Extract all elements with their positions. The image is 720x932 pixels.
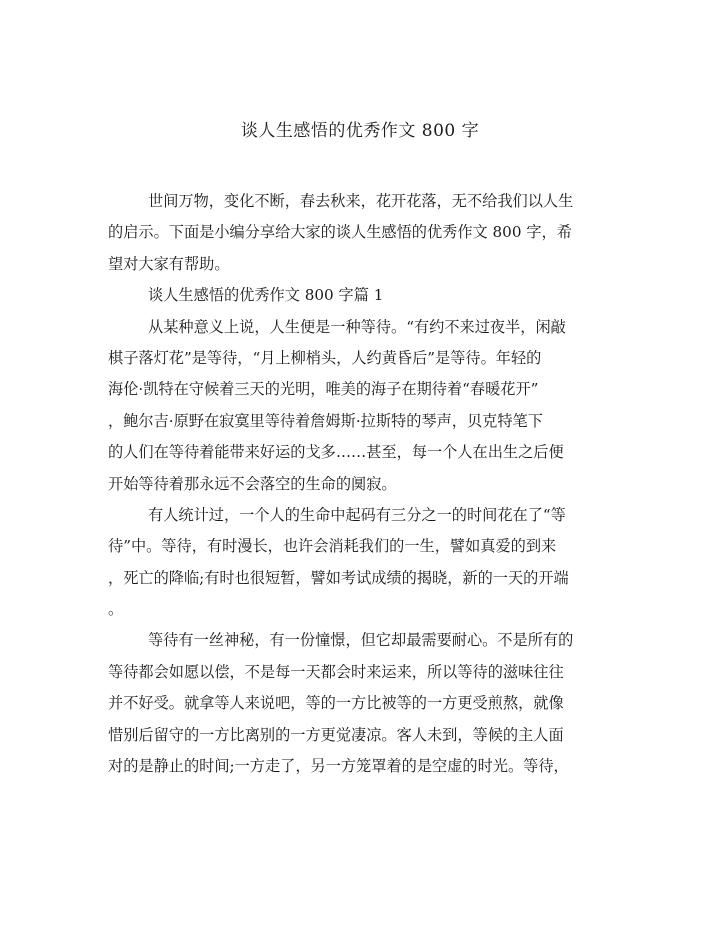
text-line: ，鲍尔吉·原野在寂寞里等待着詹姆斯·拉斯特的琴声，贝克特笔下 <box>108 411 543 430</box>
text-line: ，死亡的降临;有时也很短暂，譬如考试成绩的揭晓，新的一天的开端 <box>108 568 569 587</box>
text-line: 待”中。等待，有时漫长，也许会消耗我们的一生，譬如真爱的到来 <box>108 537 557 556</box>
text-line: 并不好受。就拿等人来说吧，等的一方比被等的一方更受煎熬，就像 <box>108 694 564 713</box>
text-line: 海伦·凯特在守候着三天的光明，唯美的海子在期待着“春暖花开” <box>108 380 539 399</box>
text-line: 开始等待着那永远不会落空的生命的阒寂。 <box>108 474 397 493</box>
text-line: 对的是静止的时间;一方走了，另一方笼罩着的是空虚的时光。等待， <box>108 757 569 776</box>
document-title: 谈人生感悟的优秀作文 800 字 <box>240 121 480 141</box>
text-line: 的人们在等待着能带来好运的戈多……甚至，每一个人在出生之后便 <box>108 443 564 462</box>
text-line: 惜别后留守的一方比离别的一方更觉凄凉。客人未到，等候的主人面 <box>108 725 564 744</box>
section-heading: 谈人生感悟的优秀作文 800 字篇 1 <box>148 286 384 305</box>
text-line: 的启示。下面是小编分享给大家的谈人生感悟的优秀作文 800 字，希 <box>108 223 572 242</box>
text-line: 从某种意义上说，人生便是一种等待。“有约不来过夜半，闲敲 <box>148 317 566 336</box>
text-line: 等待有一丝神秘，有一份憧憬，但它却最需要耐心。不是所有的 <box>148 631 574 650</box>
document-body <box>108 186 613 782</box>
text-line: 望对大家有帮助。 <box>108 254 230 273</box>
text-line: 世间万物，变化不断，春去秋来，花开花落，无不给我们以人生 <box>148 192 574 210</box>
text-line: 等待都会如愿以偿，不是每一天都会时来运来，所以等待的滋味往往 <box>108 662 564 681</box>
text-line: 有人统计过，一个人的生命中起码有三分之一的时间花在了“等 <box>148 505 566 524</box>
text-line: 。 <box>108 600 124 619</box>
text-line: 棋子落灯花”是等待，“月上柳梢头，人约黄昏后”是等待。年轻的 <box>108 348 542 367</box>
